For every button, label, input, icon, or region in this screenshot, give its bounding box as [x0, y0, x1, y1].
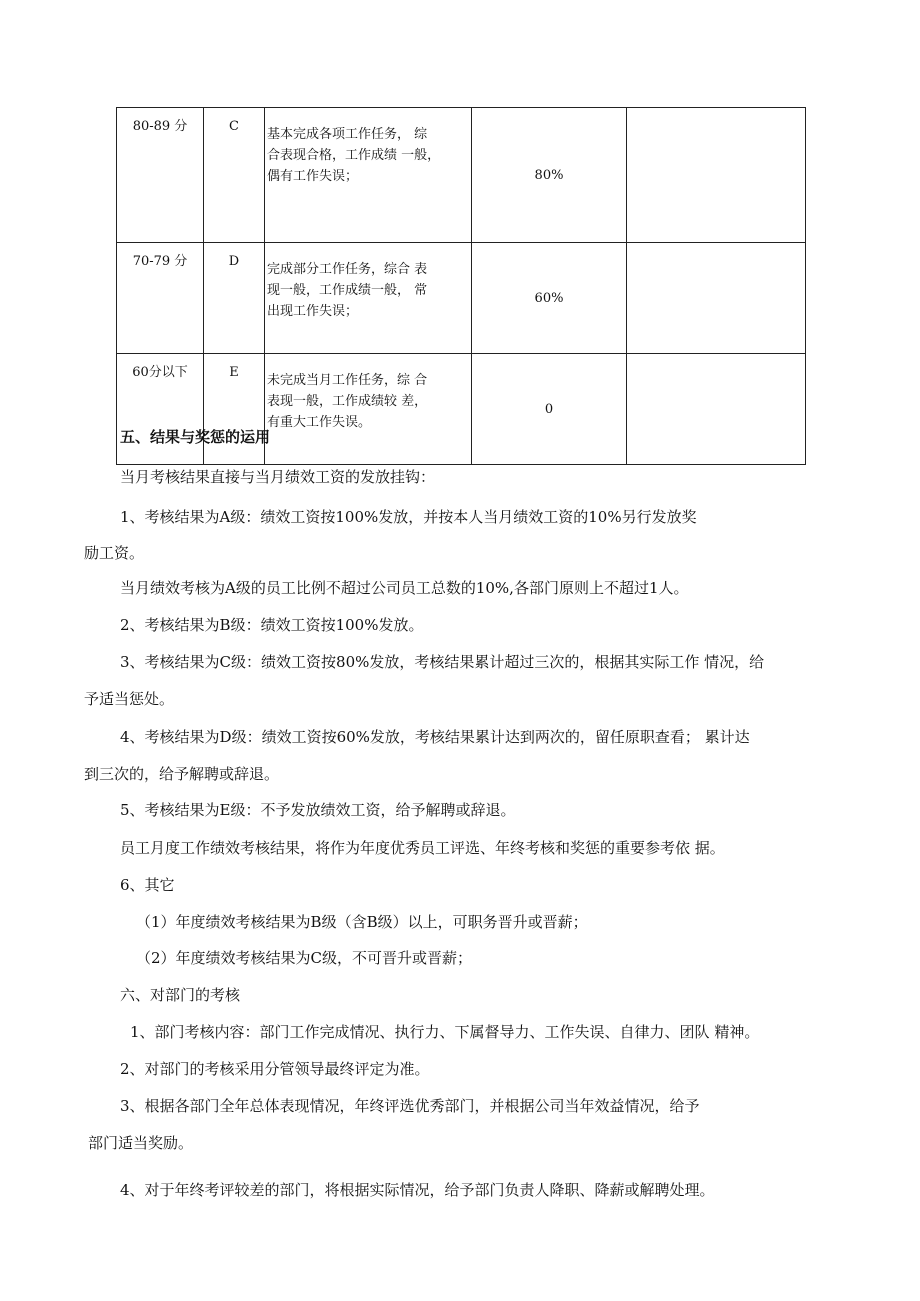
rule-a-note: 当月绩效考核为A级的员工比例不超过公司员工总数的10%,各部门原则上不超过1人。 — [120, 579, 689, 597]
grade-table — [116, 107, 806, 465]
table-row — [117, 243, 806, 354]
rule-other-title: 6、其它 — [120, 876, 175, 894]
grade-description-cell: 未完成当月工作任务，综 合 表现一般，工作成绩较 差， 有重大工作失误。 — [265, 354, 472, 465]
rule-d-line2: 到三次的，给予解聘或辞退。 — [84, 765, 280, 783]
rule-d-line1: 4、考核结果为D级：绩效工资按60%发放，考核结果累计达到两次的，留任原职查看； 累计达 — [120, 728, 750, 746]
rule-a-line2: 励工资。 — [84, 544, 145, 562]
rule-other-2: （2）年度绩效考核结果为C级，不可晋升或晋薪； — [136, 949, 473, 967]
section5-intro: 当月考核结果直接与当月绩效工资的发放挂钩： — [120, 468, 436, 486]
score-range-cell: 60分以下 — [117, 354, 204, 465]
pay-percent-cell: 80% — [472, 108, 627, 243]
rule-c-line2: 予适当惩处。 — [84, 690, 175, 708]
rule-a-line1: 1、考核结果为A级：绩效工资按100%发放，并按本人当月绩效工资的10%另行发放奖 — [120, 508, 697, 526]
note-cell — [627, 243, 806, 354]
rule-c-line1: 3、考核结果为C级：绩效工资按80%发放，考核结果累计超过三次的，根据其实际工作 情况，给 — [120, 653, 765, 671]
dept-rule-4: 4、对于年终考评较差的部门，将根据实际情况，给予部门负责人降职、降薪或解聘处理。 — [120, 1181, 715, 1199]
dept-rule-1: 1、部门考核内容：部门工作完成情况、执行力、下属督导力、工作失误、自律力、团队 精神。 — [130, 1023, 760, 1041]
section6-title: 六、对部门的考核 — [120, 986, 241, 1004]
dept-rule-3-line1: 3、根据各部门全年总体表现情况，年终评选优秀部门，并根据公司当年效益情况，给予 — [120, 1097, 700, 1115]
grade-level-cell: E — [204, 354, 265, 465]
rule-b: 2、考核结果为B级：绩效工资按100%发放。 — [120, 616, 424, 634]
score-range-cell: 80-89 分 — [117, 108, 204, 243]
grade-description-cell: 完成部分工作任务，综合 表 现一般，工作成绩一般， 常 出现工作失误； — [265, 243, 472, 354]
rule-other-1: （1）年度绩效考核结果为B级（含B级）以上，可职务晋升或晋薪； — [136, 913, 588, 931]
grade-level-cell: D — [204, 243, 265, 354]
dept-rule-2: 2、对部门的考核采用分管领导最终评定为准。 — [120, 1060, 430, 1078]
table-row — [117, 354, 806, 465]
rule-summary: 员工月度工作绩效考核结果，将作为年度优秀员工评选、年终考核和奖惩的重要参考依 据。 — [120, 839, 725, 857]
note-cell — [627, 354, 806, 465]
score-range-cell: 70-79 分 — [117, 243, 204, 354]
table-row — [117, 108, 806, 243]
note-cell — [627, 108, 806, 243]
section5-title: 五、结果与奖惩的运用 — [120, 428, 271, 446]
grade-level-cell: C — [204, 108, 265, 243]
pay-percent-cell: 0 — [472, 354, 627, 465]
grade-description-cell: 基本完成各项工作任务， 综 合表现合格，工作成绩 一般， 偶有工作失误； — [265, 108, 472, 243]
rule-e: 5、考核结果为E级：不予发放绩效工资，给予解聘或辞退。 — [120, 801, 516, 819]
dept-rule-3-line2: 部门适当奖励。 — [88, 1134, 194, 1152]
pay-percent-cell: 60% — [472, 243, 627, 354]
